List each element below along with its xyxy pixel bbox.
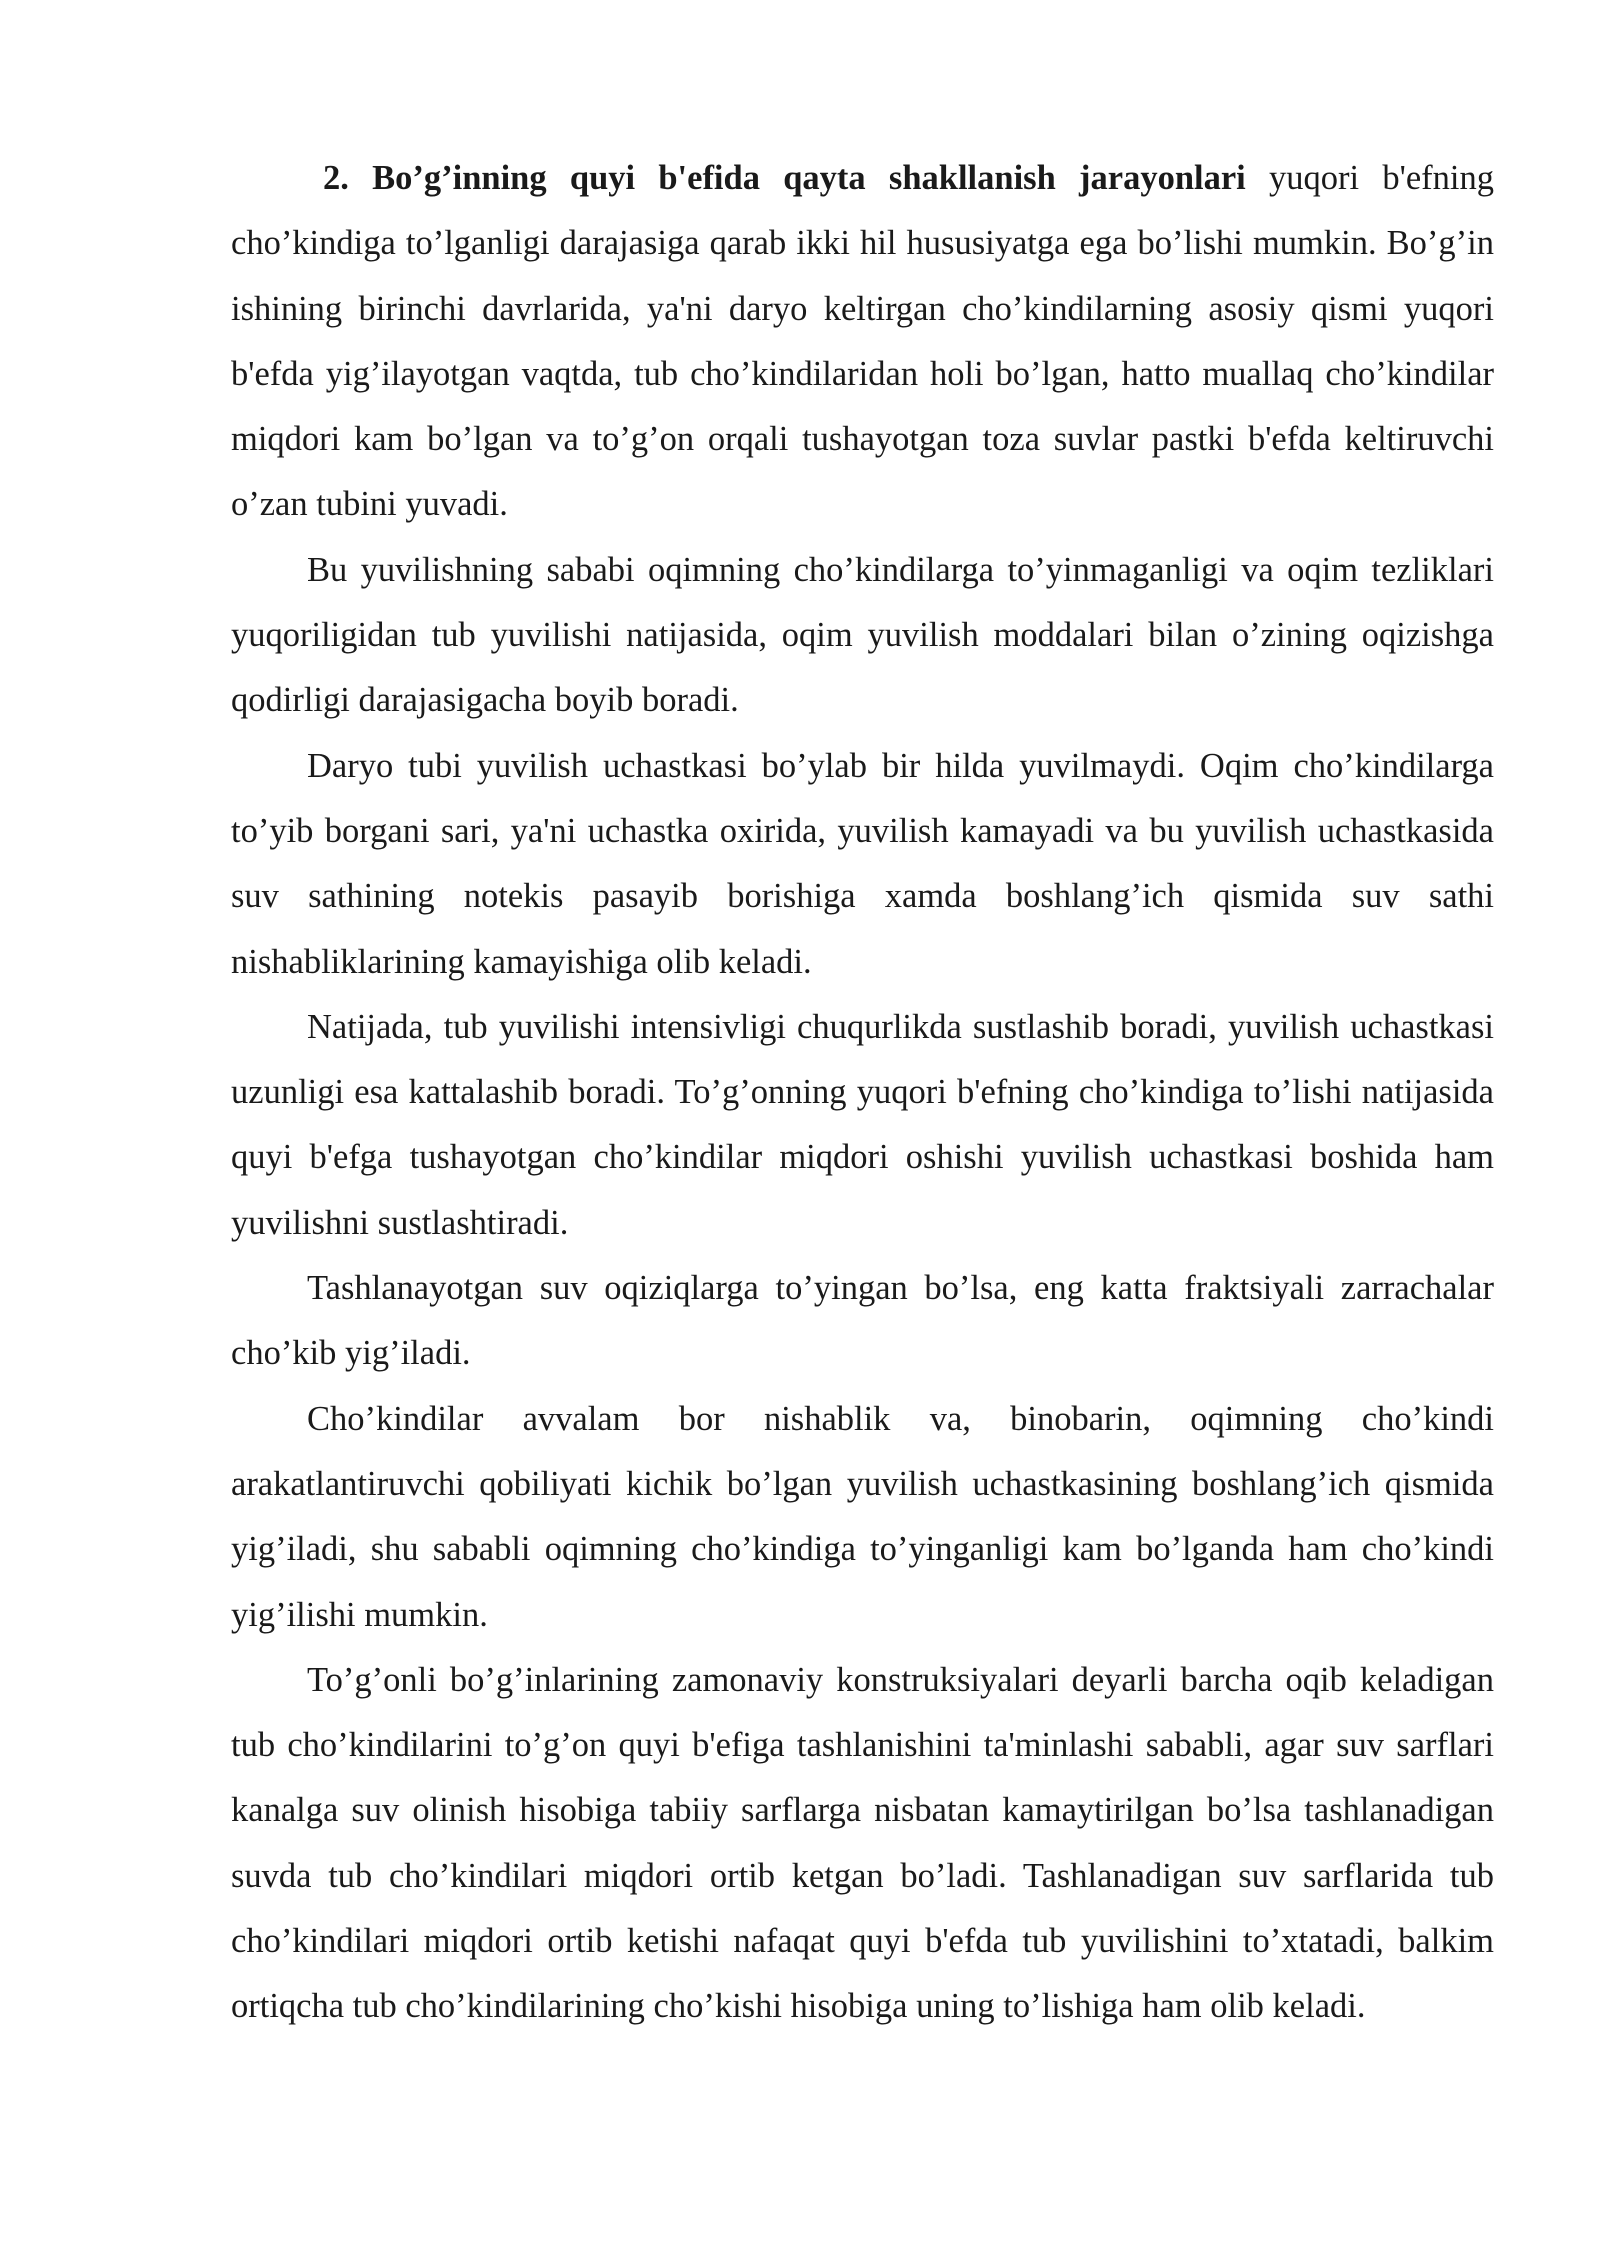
paragraph-1-text: yuqori b'efning cho’kindiga to’lganligi darajasiga qarab ikki hil hususiyatga ega bo’lishi mumkin. Bo’g’in ishining birinchi davrlarida, ya'ni daryo keltirgan cho’kindilarning asosiy qismi yuqori b'efda yig’ilayotgan vaqtda, tub cho’kindilaridan holi bo’lgan, hatto muallaq cho’kindilar miqdori kam bo’lgan va to’g’on orqali tushayotgan toza suvlar pastki b'efda keltiruvchi o’zan tubini yuvadi. [231, 159, 1494, 524]
section-heading: 2. Bo’g’inning quyi b'efida qayta shakllanish jarayonlari [323, 159, 1246, 197]
paragraph-7: To’g’onli bo’g’inlarining zamonaviy konstruksiyalari deyarli barcha oqib keladigan tub cho’kindilarini to’g’on quyi b'efiga tashlanishini ta'minlashi sababli, agar suv sarflari kanalga suv olinish hisobiga tabiiy sarflarga nisbatan kamaytirilgan bo’lsa tashlanadigan suvda tub cho’kindilari miqdori ortib ketgan bo’ladi. Tashlanadigan suv sarflarida tub cho’kindilari miqdori ortib ketishi nafaqat quyi b'efda tub yuvilishini to’xtatadi, balkim ortiqcha tub cho’kindilarining cho’kishi hisobiga uning to’lishiga ham olib keladi. [231, 1660, 1494, 2026]
paragraph-2: Bu yuvilishning sababi oqimning cho’kindilarga to’yinmaganligi va oqim tezliklari yuqoriligidan tub yuvilishi natijasida, oqim yuvilish moddalari bilan o’zining oqizishga qodirligi darajasigacha boyib boradi. [231, 550, 1494, 720]
paragraph-5: Tashlanayotgan suv oqiziqlarga to’yingan bo’lsa, eng katta fraktsiyali zarrachalar cho’kib yig’iladi. [231, 1269, 1494, 1373]
document-body [231, 146, 1494, 2040]
paragraph-4: Natijada, tub yuvilishi intensivligi chuqurlikda sustlashib boradi, yuvilish uchastkasi uzunligi esa kattalashib boradi. To’g’onning yuqori b'efning cho’kindiga to’lishi natijasida quyi b'efga tushayotgan cho’kindilar miqdori oshishi yuvilish uchastkasi boshida ham yuvilishni sustlashtiradi. [231, 1007, 1494, 1242]
paragraph-3: Daryo tubi yuvilish uchastkasi bo’ylab bir hilda yuvilmaydi. Oqim cho’kindilarga to’yib borgani sari, ya'ni uchastka oxirida, yuvilish kamayadi va bu yuvilish uchastkasida suv sathining notekis pasayib borishiga xamda boshlang’ich qismida suv sathi nishabliklarining kamayishiga olib keladi. [231, 746, 1494, 981]
paragraph-1 [231, 146, 1494, 538]
paragraph-6: Cho’kindilar avvalam bor nishablik va, binobarin, oqimning cho’kindi arakatlantiruvchi qobiliyati kichik bo’lgan yuvilish uchastkasining boshlang’ich qismida yig’iladi, shu sababli oqimning cho’kindiga to’yinganligi kam bo’lganda ham cho’kindi yig’ilishi mumkin. [231, 1399, 1494, 1634]
